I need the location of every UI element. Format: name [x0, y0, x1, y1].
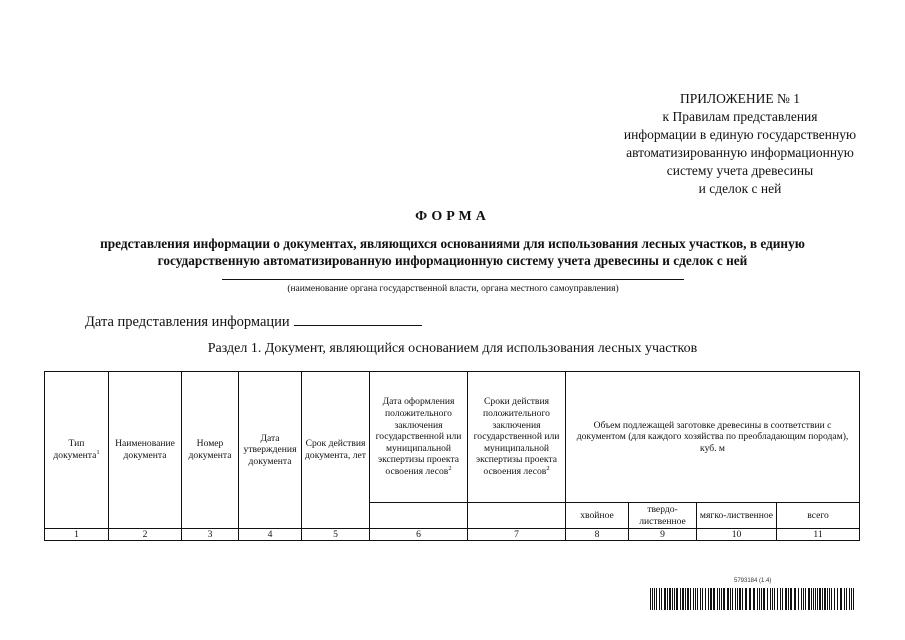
footnote-mark: 2 [546, 464, 550, 472]
column-number: 1 [45, 529, 109, 541]
footnote-mark: 1 [96, 448, 100, 456]
header-timber-volume: Объем подлежащей заготовке древесины в соответствии с документом (для каждого хозяйства по преобладающим породам), куб. м [566, 372, 860, 503]
appendix-line: информации в единую государственную [623, 127, 857, 142]
header-expertise-term [468, 372, 566, 503]
appendix-header [560, 90, 905, 198]
column-number: 5 [302, 529, 370, 541]
appendix-number: ПРИЛОЖЕНИЕ № 1 [679, 91, 801, 106]
date-label: Дата представления информации [85, 314, 290, 330]
subheader-hardwood: твердо-лиственное [629, 503, 697, 529]
date-field [85, 311, 422, 331]
header-validity-term: Срок действия документа, лет [302, 372, 370, 529]
org-name-caption: (наименование органа государственной власти, органа местного самоуправления) [287, 284, 619, 294]
column-number: 8 [566, 529, 629, 541]
cell-empty [468, 503, 566, 529]
header-approval-date: Дата утверждения документа [239, 372, 302, 529]
header-doc-number: Номер документа [182, 372, 239, 529]
column-number: 3 [182, 529, 239, 541]
subheader-conifer: хвойное [566, 503, 629, 529]
appendix-line: к Правилам представления [662, 109, 818, 124]
header-doc-type [45, 372, 109, 529]
column-number: 6 [370, 529, 468, 541]
header-expertise-date [370, 372, 468, 503]
header-doc-name: Наименование документа [109, 372, 182, 529]
column-number: 2 [109, 529, 182, 541]
section-title: Раздел 1. Документ, являющийся основанием для использования лесных участков [207, 341, 698, 356]
subheader-softwood: мягко-лиственное [697, 503, 777, 529]
column-number: 7 [468, 529, 566, 541]
appendix-line: систему учета древесины [666, 163, 814, 178]
column-number: 11 [777, 529, 860, 541]
header-expertise-term-text: Сроки действия положительного заключения государственной или муниципальной экспертизы проекта освоения лесов [473, 396, 560, 477]
column-number: 10 [697, 529, 777, 541]
appendix-line: и сделок с ней [698, 181, 782, 196]
footnote-mark: 2 [448, 464, 452, 472]
header-expertise-date-text: Дата оформления положительного заключения государственной или муниципальной экспертизы проекта освоения лесов [375, 396, 462, 477]
appendix-line: автоматизированную информационную [626, 145, 854, 160]
date-blank-line [294, 311, 422, 326]
org-name-line [222, 279, 684, 280]
form-subtitle [30, 235, 875, 269]
documents-table [44, 371, 860, 541]
column-number-row [45, 529, 860, 541]
barcode-number: 5793184 (1.4) [734, 578, 772, 584]
form-subtitle-line-1: представления информации о документах, являющихся основаниями для использования лесных участков, в единую [100, 236, 805, 251]
column-number: 9 [629, 529, 697, 541]
column-number: 4 [239, 529, 302, 541]
header-doc-type-text: Тип документа [53, 438, 97, 461]
subheader-total: всего [777, 503, 860, 529]
barcode-image [650, 588, 858, 610]
form-subtitle-line-2: государственную автоматизированную информационную систему учета древесины и сделок с ней [157, 253, 748, 268]
cell-empty [370, 503, 468, 529]
form-title: ФОРМА [415, 209, 490, 224]
